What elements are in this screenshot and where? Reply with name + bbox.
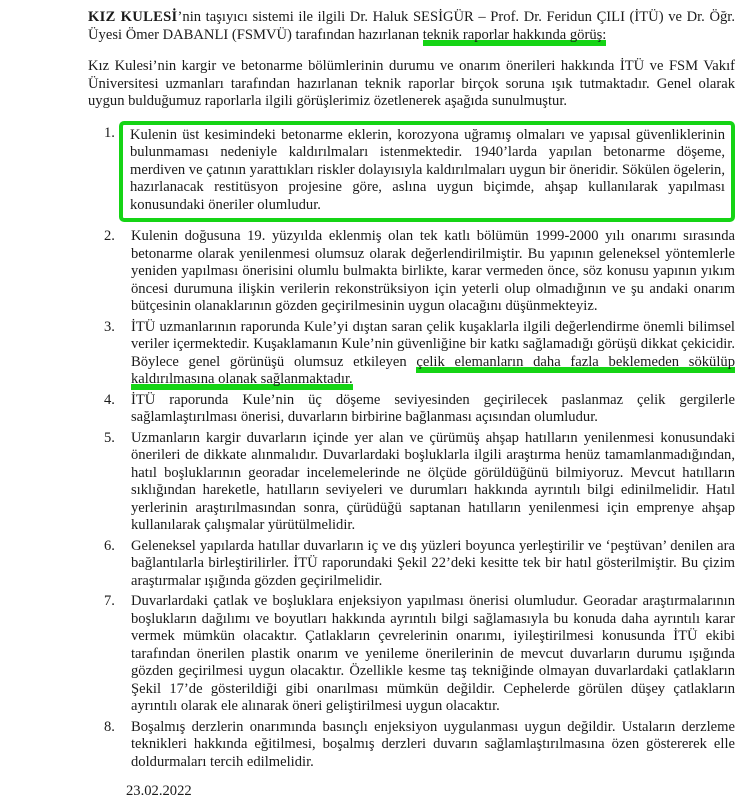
- document-subject-bold: KIZ KULESİ: [88, 9, 178, 25]
- intro-paragraph: Kız Kulesi’nin kargir ve betonarme bölümlerinin durumu ve onarım önerileri hakkında İTÜ ve FSM Vakıf Üniversitesi uzmanları tarafından hazırlanan teknik raporlar birçok soruna ışık tutmaktadır. Genel olarak uygun bulduğumuz raporlarla ilgili görüşlerimiz özetlenerek aşağıda sunulmuştur.: [88, 58, 735, 109]
- green-box-annotation: Kulenin üst kesimindeki betonarme eklerin, korozyona uğramış olmaları ve yapısal güvenliklerinin bulunmaması nedeniyle kaldırılmaları istenmektedir. 1940’larda yapılan betonarme döşeme, merdiven ve çatının yarattıkları riskler dolayısıyla kaldırılmaları uygun bir öneridir. Sökülen ögelerin, hazırlanacak restitüsyon projesine göre, aslına uygun biçimde, ahşap kullanılarak yapılması konusundaki öneriler olumludur.: [119, 121, 735, 223]
- item-number: 6.: [104, 537, 115, 554]
- item-text: İTÜ raporunda Kule’nin üç döşeme seviyesinden geçirilecek paslanmaz çelik gergilerle sağlamlaştırılması önerisi, duvarların birbirine bağlanması açısından olumludur.: [131, 391, 735, 425]
- item-text: Kulenin doğusuna 19. yüzyılda eklenmiş olan tek katlı bölümün 1999-2000 yılı onarımı sırasında betonarme olarak yenilenmesi olumsuz olarak değerlendirilmiştir. Bu yapının geleneksel yöntemlerle yeniden yapılması önerisini olumlu bulmakta birlikte, karar vermeden önce, söz konusu yapının yıkım öncesi durumuna ilişkin verilerin rekonstrüksiyon için yeterli olup olmadığının ve şu andaki onarım bütçesinin olanaklarının gözden geçirilmesinin uygun olacağını düşünmekteyiz.: [131, 228, 735, 314]
- header-text: ’nin taşıyıcı sistemi ile ilgili Dr. Haluk SESİGÜR – Prof. Dr. Feridun ÇILI (İTÜ) ve Dr. Öğr. Üyesi Ömer DABANLI (FSMVÜ) tarafından hazırlanan: [88, 9, 735, 43]
- item-text-plain: İTÜ uzmanlarının raporunda Kule’yi dıştan saran çelik kuşaklarla ilgili değerlendirme önemli bilimsel veriler içermektedir. Kuşaklamanın Kule’nin güvenliğine bir katkı sağlamadığı görüşü dikkat çekicidir. Böylece genel görünüşü olumsuz etkileyen: [131, 318, 735, 370]
- green-underline-annotation: teknik raporlar hakkında görüş:: [423, 27, 607, 46]
- list-item-6: [88, 538, 735, 591]
- header-paragraph: [88, 9, 735, 44]
- list-item-1: [88, 125, 735, 226]
- list-item-7: [88, 593, 735, 716]
- item-number: 7.: [104, 593, 115, 609]
- list-item-5: [88, 430, 735, 535]
- item-number: 4.: [104, 391, 115, 408]
- item-number: 3.: [104, 318, 115, 335]
- item-number: 8.: [104, 718, 115, 735]
- list-item-8: [88, 719, 735, 772]
- item-number: 5.: [104, 429, 115, 446]
- list-item-2: [88, 228, 735, 316]
- item-text: [131, 319, 735, 389]
- item-text: Geleneksel yapılarda hatıllar duvarların iç ve dış yüzleri boyunca yerleştirilir ve ‘peştüvan’ denilen ara bağlantılarla birleştirilirler. İTÜ raporundaki Şekil 22’deki kesitte tek bir hatıl gösterilmiştir. Bu çizim araştırmalar ışığında gözden geçirilmelidir.: [131, 537, 735, 589]
- item-number: 2.: [104, 228, 115, 244]
- item-text: Boşalmış derzlerin onarımında basınçlı enjeksiyon uygulanması uygun değildir. Ustaların derzleme teknikleri hakkında eğitilmesi, boşalmış derzleri duvarın sağlamlaştırılmasına özen göstererek elle doldurmaları tercih edilmelidir.: [131, 718, 735, 770]
- numbered-list: [88, 125, 735, 772]
- item-text: Uzmanların kargir duvarların içinde yer alan ve çürümüş ahşap hatılların yenilenmesi konusundaki önerileri de dikkate alınmalıdır. Duvarlardaki boşluklarla ilgili araştırma henüz tamamlanmadığından, hatıl boşluklarının georadar incelemelerinde ne ölçüde görüldüğünü bilmiyoruz. Mevcut hatılların sıklığından hareketle, hatılların seviyeleri ve durumları hakkında ayrıntılı bilgi edinilmelidir. Hatıl yerlerinin araştırılmasından sonra, çürüdüğü saptanan hatılların yenilenmesi için emprenye ahşap kullanılarak çalışmalar yürütülmelidir.: [131, 429, 735, 533]
- item-number: 1.: [104, 124, 115, 141]
- list-item-4: [88, 392, 735, 427]
- green-underline-annotation: çelik elemanların daha fazla beklemeden sökülüp kaldırılmasına olanak sağlanmaktadır.: [131, 354, 735, 391]
- list-item-3: [88, 319, 735, 389]
- item-text: Duvarlardaki çatlak ve boşluklara enjeksiyon yapılması önerisi olumludur. Georadar araştırmalarının boşlukların dağılımı ve boyutları hakkında ayrıntılı bilgi sağlamasıyla bu konuda daha ayrıntılı karar vermek mümkün olacaktır. Çatlakların çevrelerinin onarımı, iyileştirilmesi konusunda İTÜ ekibi tarafından önerilen plastik onarım ve yenileme önerilerinin de mevcut duvarların durumu ışığında gözden geçirilmesi uygun olacaktır. Özellikle kesme taş tekniğinde olmayan duvarlardaki çatlakların Şekil 17’de gösterildiği gibi onarılması mümkün değildir. Cephelerde görülen düşey çatlakların ayrıntılı olarak ele alınarak öneri geliştirilmesi uygun olacaktır.: [131, 593, 735, 714]
- date-stamp: 23.02.2022: [126, 783, 192, 799]
